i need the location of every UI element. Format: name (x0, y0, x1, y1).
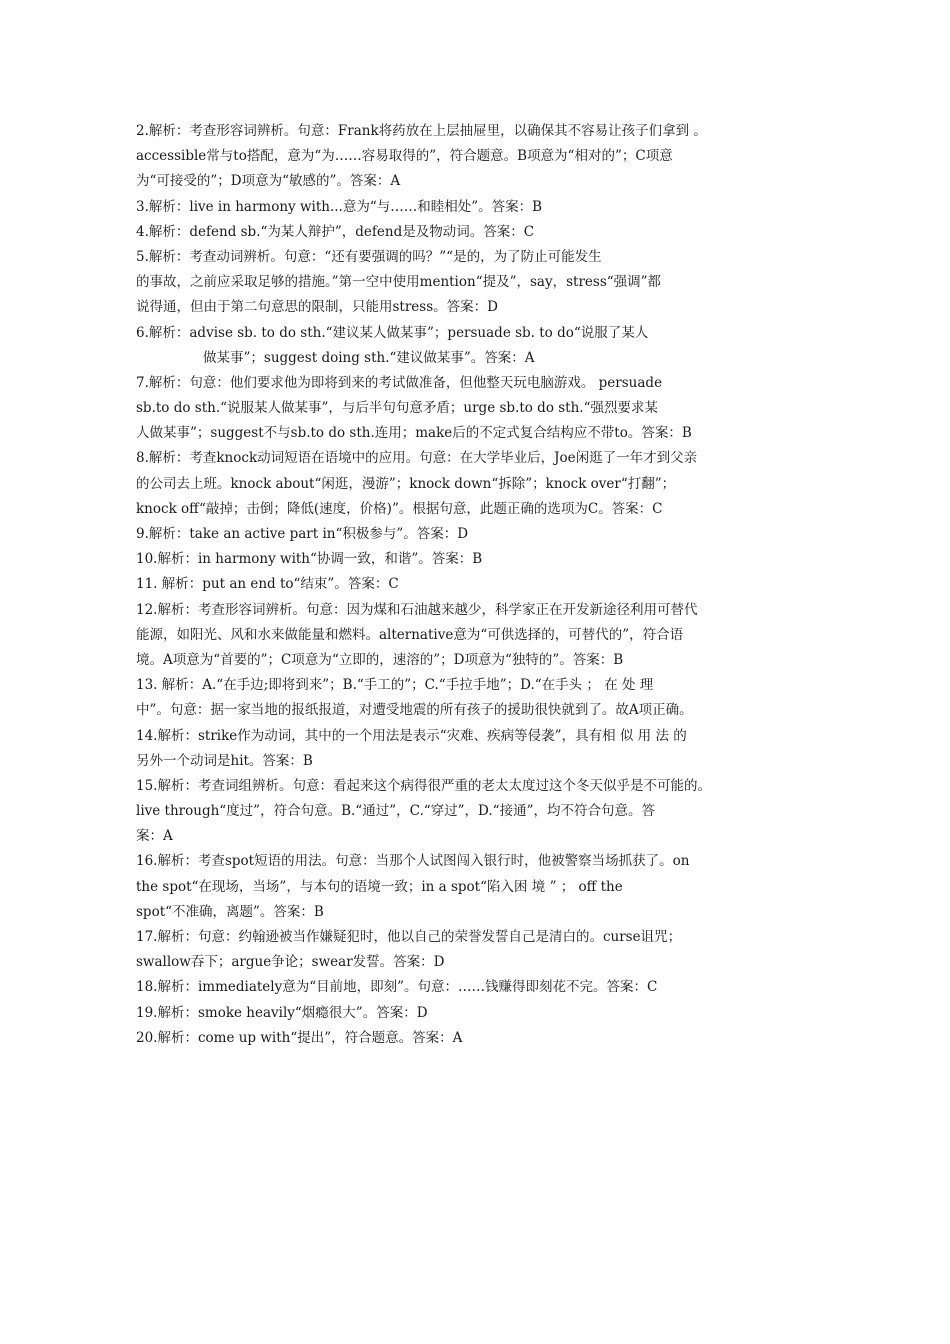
text-line: 7.解析：句意：他们要求他为即将到来的考试做准备，但他整天玩电脑游戏。 persuade (136, 374, 663, 391)
text-line: 14.解析：strike作为动词，其中的一个用法是表示“灾难、疾病等侵袭”，具有相 似 用 法 的 (136, 727, 687, 744)
text-line: live through“度过”，符合句意。B.“通过”，C.“穿过”，D.“接通”，均不符合句意。答 (136, 803, 655, 820)
text-line: 13. 解析：A.“在手边;即将到来”；B.“手工的”；C.“手拉手地”；D.“在手头 ； 在 处 理 (136, 677, 654, 694)
text-line: the spot“在现场，当场”，与本句的语境一致；in a spot“陷入困 境 ” ； off the (136, 878, 623, 895)
text-line: 为“可接受的”；D项意为“敏感的”。答案：A (136, 173, 401, 190)
text-line: 10.解析：in harmony with“协调一致，和谐”。答案：B (136, 551, 483, 568)
text-line: 4.解析：defend sb.“为某人辩护”，defend是及物动词。答案：C (136, 223, 535, 240)
text-line: 境。A项意为“首要的”；C项意为“立即的，速溶的”；D项意为“独特的”。答案：B (136, 651, 624, 668)
text-line: 案：A (136, 828, 173, 845)
text-line: 17.解析：句意：约翰逊被当作嫌疑犯时，他以自己的荣誉发誓自己是清白的。curse诅咒； (136, 929, 682, 945)
text-line: 8.解析：考查knock动词短语在语境中的应用。句意：在大学毕业后，Joe闲逛了一年才到父亲 (136, 450, 698, 467)
text-line: spot“不准确，离题”。答案：B (136, 903, 324, 920)
text-line: 5.解析：考查动词辨析。句意：“还有要强调的吗？”“是的，为了防止可能发生 (136, 248, 602, 265)
text-line: 说得通，但由于第二句意思的限制，只能用stress。答案：D (136, 299, 498, 316)
text-line: 另外一个动词是hit。答案：B (136, 752, 313, 769)
text-line: 20.解析：come up with“提出”，符合题意。答案：A (136, 1029, 463, 1046)
text-line: 人做某事”；suggest不与sb.to do sth.连用；make后的不定式复合结构应不带to。答案：B (136, 425, 692, 442)
text-line: 19.解析：smoke heavily“烟瘾很大”。答案：D (136, 1004, 428, 1021)
text-line: 16.解析：考查spot短语的用法。句意：当那个人试图闯入银行时，他被警察当场抓获了。on (136, 853, 690, 870)
text-line: accessible常与to搭配，意为“为……容易取得的”，符合题意。B项意为“相对的”；C项意 (136, 148, 673, 165)
text-line: 的公司去上班。knock about“闲逛，漫游”；knock down“拆除”；knock over“打翻”； (136, 475, 676, 492)
text-line: swallow吞下；argue争论；swear发誓。答案：D (136, 954, 445, 971)
text-line: 做某事”；suggest doing sth.“建议做某事”。答案：A (203, 349, 535, 366)
text-line: 18.解析：immediately意为“目前地，即刻”。句意：……钱赚得即刻花不完。答案：C (136, 979, 658, 996)
text-line: knock off“敲掉；击倒；降低(速度，价格)”。根据句意，此题正确的选项为C。答案：C (136, 500, 663, 517)
text-line: 能源，如阳光、风和水来做能量和燃料。alternative意为“可供选择的，可替代的”，符合语 (136, 626, 684, 643)
text-line: 11. 解析：put an end to“结束”。答案：C (136, 576, 399, 593)
text-line: 15.解析：考查词组辨析。句意：看起来这个病得很严重的老太太度过这个冬天似乎是不可能的。 (136, 777, 711, 794)
text-line: 12.解析：考查形容词辨析。句意：因为煤和石油越来越少，科学家正在开发新途径利用可替代 (136, 601, 698, 618)
answer-explanations (136, 119, 826, 1051)
text-line: 2.解析：考查形容词辨析。句意：Frank将药放在上层抽屉里，以确保其不容易让孩子们拿到 。 (136, 123, 707, 139)
text-line: sb.to do sth.“说服某人做某事”，与后半句句意矛盾；urge sb.to do sth.“强烈要求某 (136, 400, 658, 417)
text-line: 6.解析：advise sb. to do sth.“建议某人做某事”；persuade sb. to do“说服了某人 (136, 324, 649, 341)
text-line: 中”。句意：据一家当地的报纸报道，对遭受地震的所有孩子的援助很快就到了。故A项正确。 (136, 702, 693, 719)
text-line: 3.解析：live in harmony with...意为“与……和睦相处”。答案：B (136, 198, 543, 215)
text-line: 的事故，之前应采取足够的措施。”第一空中使用mention“提及”，say，stress“强调”都 (136, 274, 662, 291)
text-line: 9.解析：take an active part in“积极参与”。答案：D (136, 526, 469, 542)
